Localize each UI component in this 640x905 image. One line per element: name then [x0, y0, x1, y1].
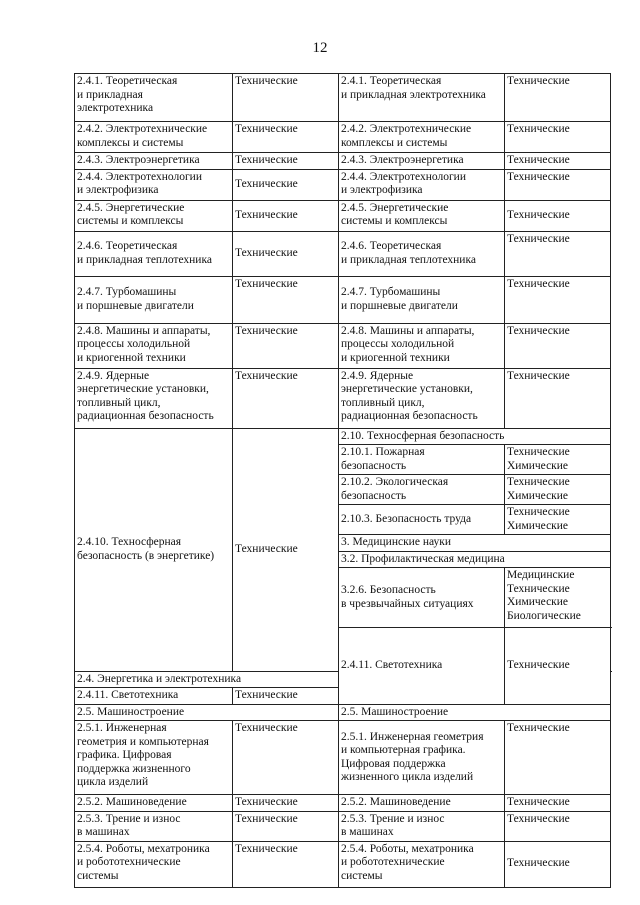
right-specialty-cell: 3.2.6. Безопасность в чрезвычайных ситуациях	[339, 568, 505, 628]
right-specialty-cell: 2.10.2. Экологическая безопасность	[339, 475, 505, 505]
left-science-cell: Технические	[233, 811, 339, 841]
right-science-cell: Технические Химические	[505, 445, 611, 475]
left-science-cell: Технические	[233, 428, 339, 671]
right-science-cell: Технические	[505, 231, 611, 276]
left-specialty-cell: 2.4.5. Энергетические системы и комплексы	[75, 200, 233, 231]
right-group-header: 3.2. Профилактическая медицина	[339, 551, 611, 568]
right-science-cell: Технические	[505, 323, 611, 368]
right-section-header: 2.5. Машиностроение	[339, 704, 611, 721]
right-science-cell: Технические	[505, 122, 611, 153]
right-specialty-cell: 2.4.4. Электротехнологии и электрофизика	[339, 169, 505, 200]
right-science-cell: Технические	[505, 721, 611, 795]
left-science-cell: Технические	[233, 231, 339, 276]
right-science-cell: Технические	[505, 153, 611, 170]
left-science-cell: Технические	[233, 169, 339, 200]
left-science-cell: Технические	[233, 153, 339, 170]
table-row	[75, 122, 611, 153]
left-science-cell: Технические	[233, 323, 339, 368]
right-specialty-cell: 2.5.4. Роботы, мехатроника и робототехнические системы	[339, 841, 505, 887]
left-specialty-cell: 2.4.3. Электроэнергетика	[75, 153, 233, 170]
right-group-header: 3. Медицинские науки	[339, 535, 611, 552]
left-specialty-cell: 2.4.1. Теоретическая и прикладная электротехника	[75, 74, 233, 122]
table-row	[75, 368, 611, 428]
left-science-cell: Технические	[233, 122, 339, 153]
right-science-cell: Технические	[505, 841, 611, 887]
right-specialty-cell: 2.5.2. Машиноведение	[339, 795, 505, 812]
left-specialty-cell: 2.5.3. Трение и износ в машинах	[75, 811, 233, 841]
left-specialty-cell: 2.4.6. Теоретическая и прикладная теплотехника	[75, 231, 233, 276]
left-science-cell: Технические	[233, 795, 339, 812]
left-science-cell: Технические	[233, 368, 339, 428]
right-science-cell: Медицинские Технические Химические Биологические	[505, 568, 611, 628]
right-science-cell: Технические	[233, 688, 339, 705]
left-specialty-cell: 2.4.7. Турбомашины и поршневые двигатели	[75, 276, 233, 323]
table-row	[75, 200, 611, 231]
left-science-cell: Технические	[233, 721, 339, 795]
left-specialty-cell: 2.5.4. Роботы, мехатроника и робототехнические системы	[75, 841, 233, 887]
left-specialty-cell: 2.5.2. Машиноведение	[75, 795, 233, 812]
table-row	[75, 841, 611, 887]
table-row	[75, 74, 611, 122]
right-science-cell: Технические	[505, 169, 611, 200]
table-row	[75, 231, 611, 276]
left-specialty-cell: 2.4.4. Электротехнологии и электрофизика	[75, 169, 233, 200]
right-specialty-cell: 2.4.8. Машины и аппараты, процессы холодильной и криогенной техники	[339, 323, 505, 368]
table-row	[75, 276, 611, 323]
right-specialty-cell: 2.10.1. Пожарная безопасность	[339, 445, 505, 475]
left-specialty-cell: 2.4.9. Ядерные энергетические установки, топливный цикл, радиационная безопасность	[75, 368, 233, 428]
right-science-cell: Технические	[505, 368, 611, 428]
right-science-cell: Технические	[505, 276, 611, 323]
table-row	[75, 428, 611, 445]
table-row	[75, 721, 611, 795]
left-science-cell: Технические	[233, 841, 339, 887]
right-specialty-cell: 2.5.1. Инженерная геометрия и компьютерная графика. Цифровая поддержка жизненного цикла изделий	[339, 721, 505, 795]
left-science-cell: Технические	[233, 276, 339, 323]
table-row	[75, 169, 611, 200]
right-specialty-cell: 2.5.3. Трение и износ в машинах	[339, 811, 505, 841]
specialties-table	[74, 73, 611, 888]
right-specialty-cell: 2.4.9. Ядерные энергетические установки, топливный цикл, радиационная безопасность	[339, 368, 505, 428]
left-specialty-cell: 2.5.1. Инженерная геометрия и компьютерная графика. Цифровая поддержка жизненного цикла изделий	[75, 721, 233, 795]
right-science-cell: Технические	[505, 200, 611, 231]
left-specialty-cell: 2.4.8. Машины и аппараты, процессы холодильной и криогенной техники	[75, 323, 233, 368]
left-science-cell: Технические	[233, 74, 339, 122]
right-science-cell: Технические	[505, 795, 611, 812]
left-specialty-cell: 2.4.2. Электротехнические комплексы и системы	[75, 122, 233, 153]
right-science-cell: Технические	[505, 811, 611, 841]
right-specialty-cell: 2.4.6. Теоретическая и прикладная теплотехника	[339, 231, 505, 276]
right-specialty-cell: 2.4.1. Теоретическая и прикладная электротехника	[339, 74, 505, 122]
right-specialty-cell: 2.4.5. Энергетические системы и комплексы	[339, 200, 505, 231]
left-section-header: 2.5. Машиностроение	[75, 704, 339, 721]
table-row	[75, 811, 611, 841]
left-science-cell: Технические	[233, 200, 339, 231]
table-row	[75, 153, 611, 170]
right-specialty-cell: 2.10.3. Безопасность труда	[339, 505, 505, 535]
right-specialty-cell: 2.4.2. Электротехнические комплексы и системы	[339, 122, 505, 153]
page-number: 12	[312, 40, 328, 56]
right-specialty-cell: 2.4.11. Светотехника	[75, 688, 233, 705]
left-specialty-cell: 2.4.10. Техносферная безопасность (в энергетике)	[75, 428, 233, 671]
right-science-cell: Технические Химические	[505, 505, 611, 535]
right-group-header: 2.10. Техносферная безопасность	[339, 428, 611, 445]
table-row	[75, 704, 611, 721]
right-science-cell: Технические	[505, 74, 611, 122]
right-group-header: 2.4. Энергетика и электротехника	[75, 671, 339, 688]
right-specialty-cell: 2.4.7. Турбомашины и поршневые двигатели	[339, 276, 505, 323]
table-row	[75, 323, 611, 368]
right-specialty-cell: 2.4.3. Электроэнергетика	[339, 153, 505, 170]
right-science-cell: Технические Химические	[505, 475, 611, 505]
left-specialty-cell: 2.4.11. Светотехника	[339, 628, 505, 705]
table-row	[75, 795, 611, 812]
left-science-cell: Технические	[505, 628, 611, 705]
